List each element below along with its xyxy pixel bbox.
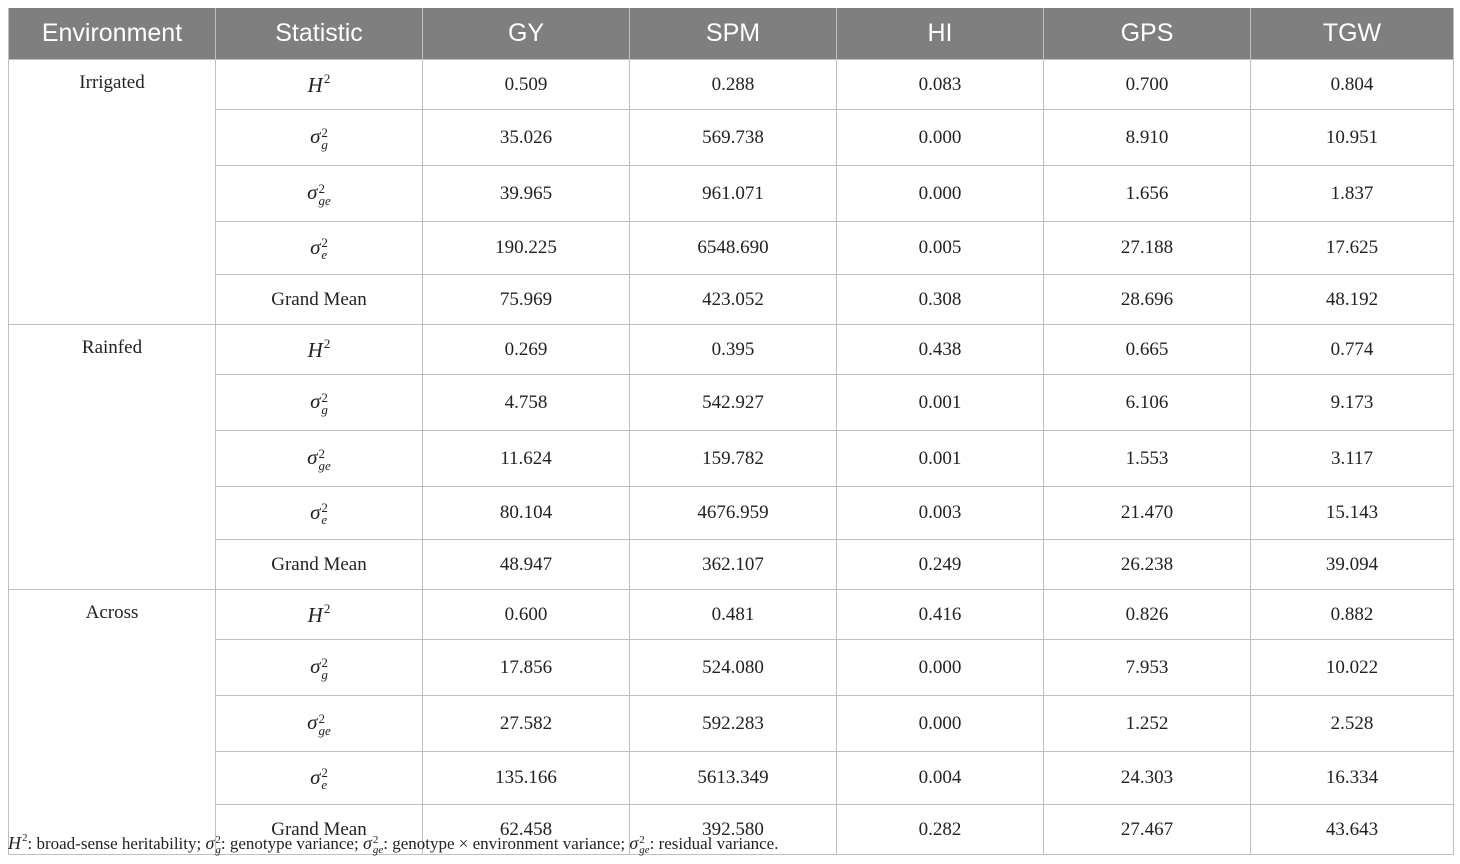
table-row <box>9 325 1454 375</box>
table-footnote <box>8 832 778 855</box>
footnote-sigma-ge-symbol: σ 2 ge <box>362 833 384 856</box>
sigma-ge-symbol: σ 2 ge <box>307 180 331 208</box>
footnote-h2-text: : broad-sense heritability; <box>27 834 206 853</box>
footnote-sigma-g-symbol: σ 2 g <box>205 833 221 856</box>
value-cell-hi: 0.000 <box>837 166 1044 222</box>
sigma-ge-symbol: σ 2 ge <box>307 710 331 738</box>
value-cell-spm: 524.080 <box>630 640 837 696</box>
value-cell-spm: 423.052 <box>630 275 837 325</box>
statistic-cell-h2 <box>216 60 423 110</box>
value-cell-spm: 569.738 <box>630 110 837 166</box>
value-cell-hi: 0.004 <box>837 752 1044 805</box>
grand-mean-label: Grand Mean <box>271 818 367 840</box>
value-cell-tgw: 17.625 <box>1251 222 1454 275</box>
value-cell-tgw: 48.192 <box>1251 275 1454 325</box>
sigma-g-symbol: σ 2 g <box>310 389 328 417</box>
value-cell-spm: 961.071 <box>630 166 837 222</box>
statistic-cell-sigma-e <box>216 222 423 275</box>
value-cell-gps: 0.700 <box>1044 60 1251 110</box>
value-cell-hi: 0.003 <box>837 487 1044 540</box>
value-cell-hi: 0.282 <box>837 805 1044 855</box>
value-cell-gps: 1.553 <box>1044 431 1251 487</box>
table-row <box>9 110 1454 166</box>
statistic-cell-sigma-g <box>216 640 423 696</box>
statistic-cell-grand-mean <box>216 275 423 325</box>
table-row <box>9 590 1454 640</box>
value-cell-hi: 0.000 <box>837 696 1044 752</box>
value-cell-hi: 0.001 <box>837 375 1044 431</box>
value-cell-gy: 0.269 <box>423 325 630 375</box>
table-row <box>9 487 1454 540</box>
value-cell-hi: 0.005 <box>837 222 1044 275</box>
value-cell-gy: 190.225 <box>423 222 630 275</box>
value-cell-hi: 0.000 <box>837 640 1044 696</box>
statistic-cell-sigma-ge <box>216 696 423 752</box>
sigma-g-symbol: σ 2 g <box>310 124 328 152</box>
value-cell-gy: 62.458 <box>423 805 630 855</box>
value-cell-hi: 0.249 <box>837 540 1044 590</box>
statistic-cell-sigma-ge <box>216 431 423 487</box>
environment-cell: Rainfed <box>9 325 216 590</box>
value-cell-tgw: 10.951 <box>1251 110 1454 166</box>
value-cell-hi: 0.416 <box>837 590 1044 640</box>
value-cell-gy: 0.600 <box>423 590 630 640</box>
header-statistic: Statistic <box>216 8 423 60</box>
table-container <box>8 8 1453 855</box>
footnote-sigma-e-symbol: σ 2 ge <box>629 833 650 856</box>
value-cell-gy: 17.856 <box>423 640 630 696</box>
header-row <box>9 8 1454 60</box>
value-cell-gy: 11.624 <box>423 431 630 487</box>
header-hi: HI <box>837 8 1044 60</box>
statistic-cell-h2 <box>216 325 423 375</box>
value-cell-tgw: 2.528 <box>1251 696 1454 752</box>
statistic-cell-sigma-e <box>216 487 423 540</box>
table-row <box>9 166 1454 222</box>
value-cell-tgw: 15.143 <box>1251 487 1454 540</box>
value-cell-spm: 5613.349 <box>630 752 837 805</box>
statistic-cell-grand-mean <box>216 540 423 590</box>
grand-mean-label: Grand Mean <box>271 553 367 575</box>
value-cell-tgw: 10.022 <box>1251 640 1454 696</box>
value-cell-gps: 21.470 <box>1044 487 1251 540</box>
value-cell-tgw: 3.117 <box>1251 431 1454 487</box>
value-cell-gps: 1.252 <box>1044 696 1251 752</box>
table-row <box>9 696 1454 752</box>
value-cell-spm: 0.288 <box>630 60 837 110</box>
sigma-g-symbol: σ 2 g <box>310 654 328 682</box>
value-cell-spm: 6548.690 <box>630 222 837 275</box>
value-cell-gy: 27.582 <box>423 696 630 752</box>
value-cell-spm: 0.395 <box>630 325 837 375</box>
table-row <box>9 60 1454 110</box>
value-cell-tgw: 0.774 <box>1251 325 1454 375</box>
footnote-ge-text: : genotype × environment variance; <box>383 834 630 853</box>
sigma-e-symbol: σ 2 e <box>310 234 328 263</box>
sigma-e-symbol: σ 2 e <box>310 499 328 528</box>
table-row <box>9 375 1454 431</box>
table-row <box>9 640 1454 696</box>
statistic-cell-sigma-ge <box>216 166 423 222</box>
footnote-g-text: : genotype variance; <box>220 834 363 853</box>
statistic-cell-sigma-e <box>216 752 423 805</box>
sigma-ge-symbol: σ 2 ge <box>307 445 331 473</box>
environment-cell: Irrigated <box>9 60 216 325</box>
value-cell-gy: 80.104 <box>423 487 630 540</box>
value-cell-gps: 0.665 <box>1044 325 1251 375</box>
h2-symbol: $H^2$ <box>307 71 331 97</box>
environment-cell: Across <box>9 590 216 855</box>
header-tgw: TGW <box>1251 8 1454 60</box>
footnote-e-text: : residual variance. <box>649 834 779 853</box>
value-cell-tgw: 1.837 <box>1251 166 1454 222</box>
statistic-cell-sigma-g <box>216 375 423 431</box>
value-cell-gy: 4.758 <box>423 375 630 431</box>
value-cell-gps: 0.826 <box>1044 590 1251 640</box>
table-row <box>9 752 1454 805</box>
value-cell-gps: 27.467 <box>1044 805 1251 855</box>
value-cell-hi: 0.308 <box>837 275 1044 325</box>
value-cell-gy: 135.166 <box>423 752 630 805</box>
value-cell-gps: 1.656 <box>1044 166 1251 222</box>
footnote-h2-symbol: $H^2$ <box>8 832 28 853</box>
statistic-cell-h2 <box>216 590 423 640</box>
value-cell-tgw: 0.882 <box>1251 590 1454 640</box>
value-cell-tgw: 9.173 <box>1251 375 1454 431</box>
header-environment: Environment <box>9 8 216 60</box>
table-row <box>9 431 1454 487</box>
value-cell-gps: 24.303 <box>1044 752 1251 805</box>
table-body <box>9 60 1454 855</box>
header-gy: GY <box>423 8 630 60</box>
value-cell-spm: 362.107 <box>630 540 837 590</box>
value-cell-tgw: 0.804 <box>1251 60 1454 110</box>
value-cell-gps: 7.953 <box>1044 640 1251 696</box>
value-cell-gps: 26.238 <box>1044 540 1251 590</box>
statistic-cell-sigma-g <box>216 110 423 166</box>
header-gps: GPS <box>1044 8 1251 60</box>
value-cell-hi: 0.001 <box>837 431 1044 487</box>
value-cell-hi: 0.438 <box>837 325 1044 375</box>
value-cell-spm: 542.927 <box>630 375 837 431</box>
heritability-table <box>8 8 1454 855</box>
value-cell-gy: 48.947 <box>423 540 630 590</box>
value-cell-hi: 0.000 <box>837 110 1044 166</box>
value-cell-tgw: 39.094 <box>1251 540 1454 590</box>
value-cell-gy: 35.026 <box>423 110 630 166</box>
value-cell-gps: 6.106 <box>1044 375 1251 431</box>
value-cell-spm: 592.283 <box>630 696 837 752</box>
table-row <box>9 540 1454 590</box>
value-cell-gps: 27.188 <box>1044 222 1251 275</box>
sigma-e-symbol: σ 2 e <box>310 764 328 793</box>
h2-symbol: $H^2$ <box>307 336 331 362</box>
value-cell-spm: 4676.959 <box>630 487 837 540</box>
value-cell-tgw: 16.334 <box>1251 752 1454 805</box>
h2-symbol: $H^2$ <box>307 601 331 627</box>
value-cell-hi: 0.083 <box>837 60 1044 110</box>
value-cell-gy: 39.965 <box>423 166 630 222</box>
value-cell-spm: 159.782 <box>630 431 837 487</box>
table-row <box>9 275 1454 325</box>
value-cell-gy: 75.969 <box>423 275 630 325</box>
value-cell-gy: 0.509 <box>423 60 630 110</box>
value-cell-gps: 8.910 <box>1044 110 1251 166</box>
table-row <box>9 222 1454 275</box>
header-spm: SPM <box>630 8 837 60</box>
value-cell-gps: 28.696 <box>1044 275 1251 325</box>
value-cell-spm: 0.481 <box>630 590 837 640</box>
value-cell-spm: 392.580 <box>630 805 837 855</box>
grand-mean-label: Grand Mean <box>271 288 367 310</box>
value-cell-tgw: 43.643 <box>1251 805 1454 855</box>
